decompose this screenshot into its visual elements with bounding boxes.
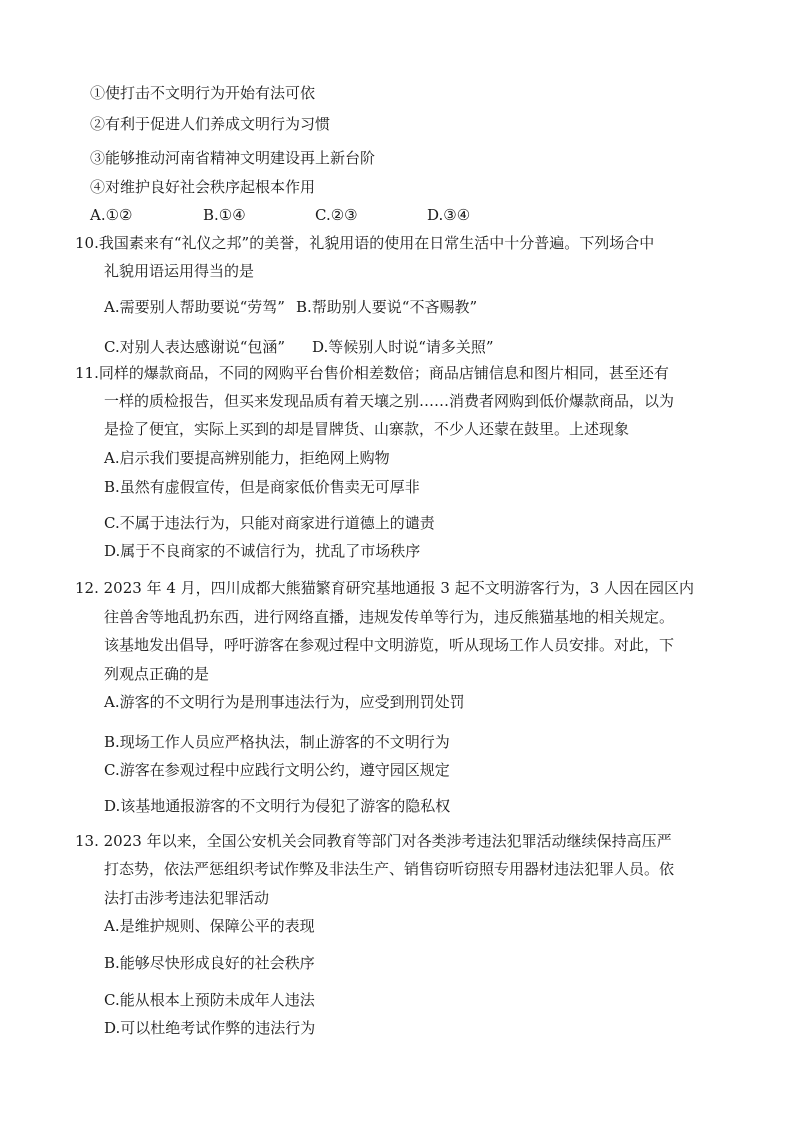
q9-statement-1: ①使打击不文明行为开始有法可依 — [90, 84, 316, 102]
q12-option-c: C.游客在参观过程中应践行文明公约，遵守园区规定 — [104, 761, 450, 779]
q12-option-d: D.该基地通报游客的不文明行为侵犯了游客的隐私权 — [104, 797, 451, 815]
q12-stem-line-1: 12. 2023 年 4 月，四川成都大熊猫繁育研究基地通报 3 起不文明游客行为，3 人因在园区内 — [75, 579, 695, 597]
q13-option-d: D.可以杜绝考试作弊的违法行为 — [104, 1019, 316, 1037]
q9-statement-3: ③能够推动河南省精神文明建设再上新台阶 — [90, 149, 376, 167]
q13-stem-line-3: 法打击涉考违法犯罪活动 — [104, 889, 270, 907]
q9-option-c: C.②③ — [315, 206, 358, 224]
q11-option-c: C.不属于违法行为，只能对商家进行道德上的谴责 — [104, 514, 435, 532]
q10-options-row-1 — [104, 297, 664, 317]
q13-stem-line-1: 13. 2023 年以来，全国公安机关会同教育等部门对各类涉考违法犯罪活动继续保持高压严 — [75, 832, 672, 850]
q10-stem-line-1: 10.我国素来有“礼仪之邦”的美誉，礼貌用语的使用在日常生活中十分普遍。下列场合中 — [75, 234, 655, 252]
q9-statement-4: ④对维护良好社会秩序起根本作用 — [90, 178, 316, 196]
q9-option-a: A.①② — [90, 206, 133, 224]
q13-option-b: B.能够尽快形成良好的社会秩序 — [104, 954, 315, 972]
q12-option-a: A.游客的不文明行为是刑事违法行为，应受到刑罚处罚 — [104, 693, 465, 711]
q10-option-c: C.对别人表达感谢说“包涵” — [104, 338, 286, 356]
q10-option-d: D.等候别人时说“请多关照” — [312, 338, 494, 356]
q13-stem-line-2: 打态势，依法严惩组织考试作弊及非法生产、销售窃听窃照专用器材违法犯罪人员。依 — [104, 860, 675, 878]
q11-option-d: D.属于不良商家的不诚信行为，扰乱了市场秩序 — [104, 542, 421, 560]
q9-options — [90, 205, 690, 225]
q9-option-d: D.③④ — [427, 206, 471, 224]
q11-stem-line-2: 一样的质检报告，但买来发现品质有着天壤之别……消费者网购到低价爆款商品，以为 — [104, 392, 675, 410]
q10-options-row-2 — [104, 337, 664, 357]
q11-stem-line-3: 是捡了便宜，实际上买到的却是冒牌货、山寨款，不少人还蒙在鼓里。上述现象 — [104, 420, 630, 438]
q9-option-b: B.①④ — [203, 206, 246, 224]
q12-option-b: B.现场工作人员应严格执法，制止游客的不文明行为 — [104, 733, 450, 751]
q11-stem-line-1: 11.同样的爆款商品，不同的网购平台售价相差数倍；商品店铺信息和图片相同，甚至还有 — [75, 364, 669, 382]
q13-option-a: A.是维护规则、保障公平的表现 — [104, 917, 315, 935]
q12-stem-line-4: 列观点正确的是 — [104, 665, 210, 683]
q11-option-a: A.启示我们要提高辨别能力，拒绝网上购物 — [104, 449, 390, 467]
q12-stem-line-3: 该基地发出倡导，呼吁游客在参观过程中文明游览，听从现场工作人员安排。对此，下 — [104, 636, 675, 654]
q13-option-c: C.能从根本上预防未成年人违法 — [104, 991, 315, 1009]
q10-stem-line-2: 礼貌用语运用得当的是 — [104, 262, 255, 280]
q10-option-a: A.需要别人帮助要说“劳驾” — [104, 298, 285, 316]
q10-option-b: B.帮助别人要说“不吝赐教” — [296, 298, 478, 316]
q11-option-b: B.虽然有虚假宣传，但是商家低价售卖无可厚非 — [104, 478, 420, 496]
q9-statement-2: ②有利于促进人们养成文明行为习惯 — [90, 115, 331, 133]
q12-stem-line-2: 往兽舍等地乱扔东西，进行网络直播，违规发传单等行为，违反熊猫基地的相关规定。 — [104, 608, 675, 626]
